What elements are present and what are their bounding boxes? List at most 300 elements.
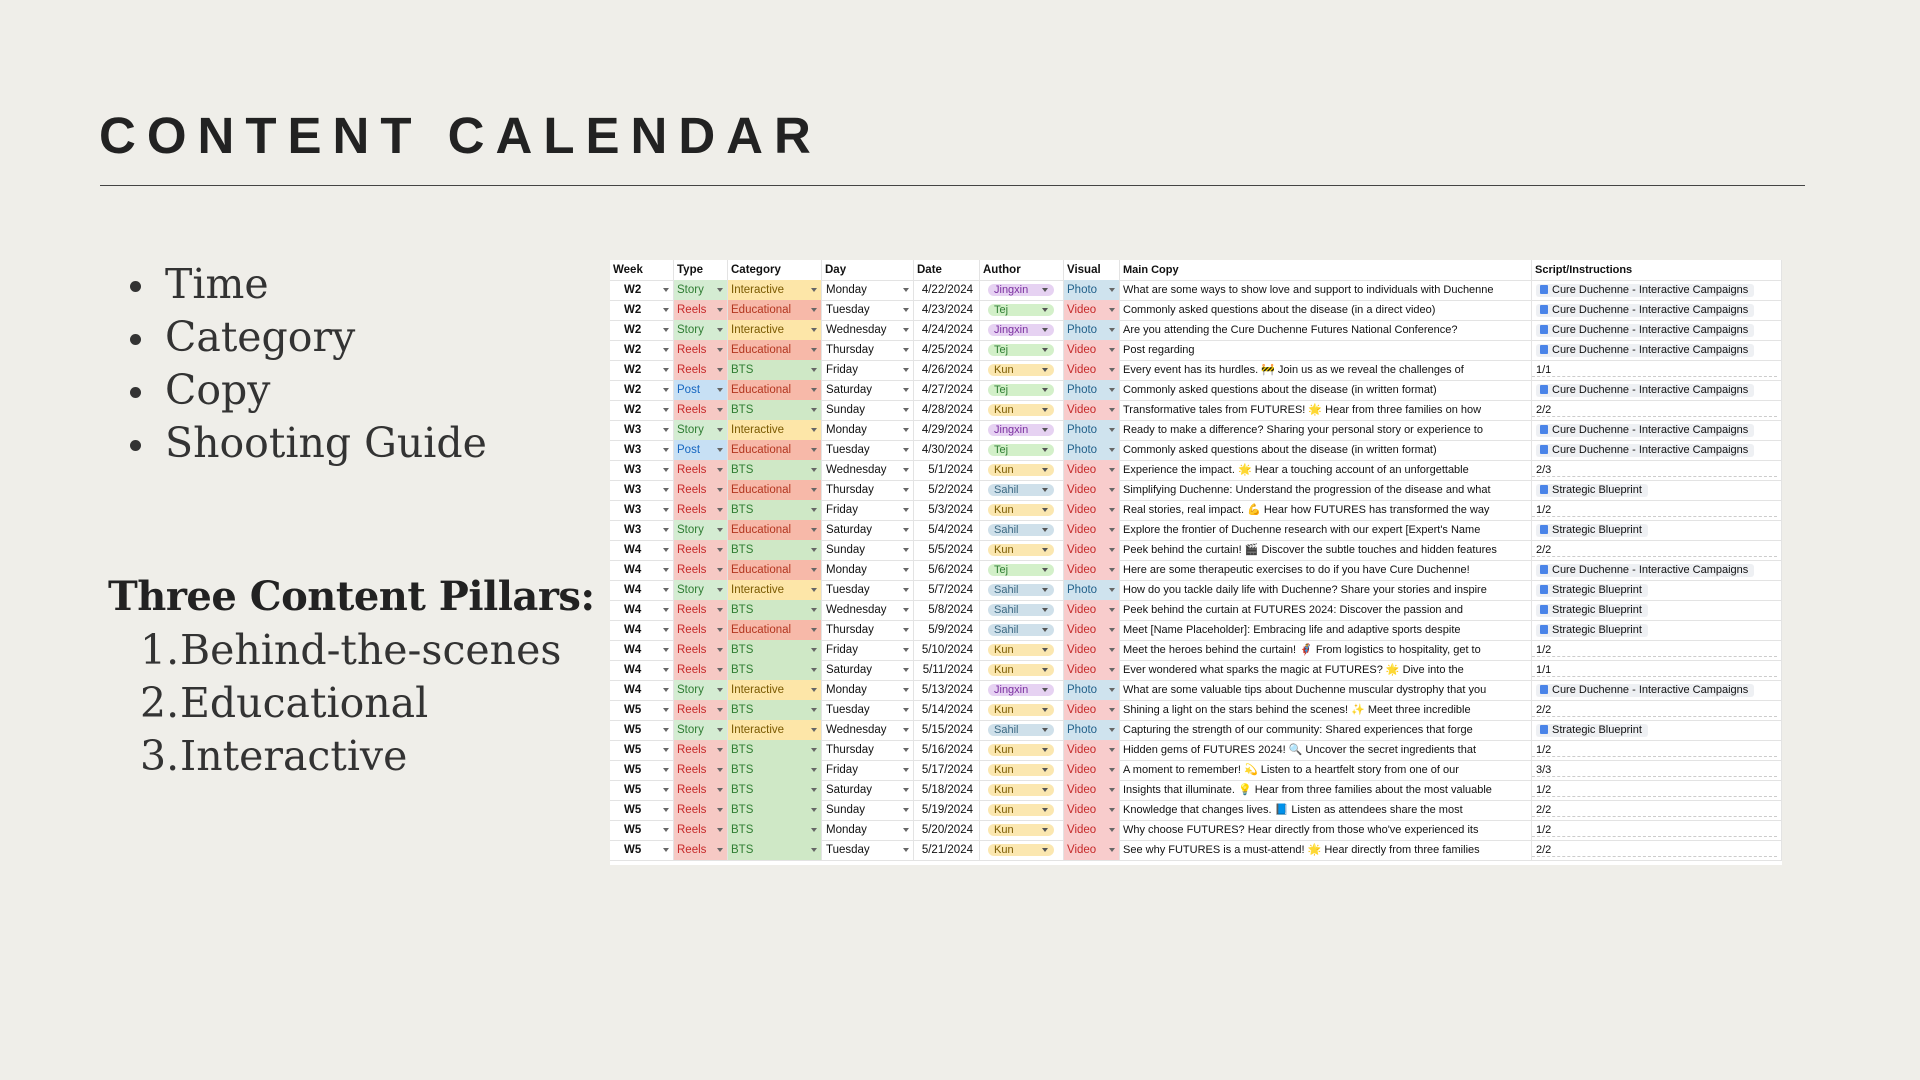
- main-copy-cell[interactable]: Ever wondered what sparks the magic at FUTURES? 🌟 Dive into the: [1120, 660, 1532, 680]
- dropdown-caret-icon[interactable]: [663, 588, 669, 592]
- dropdown-caret-icon[interactable]: [663, 408, 669, 412]
- visual-cell[interactable]: [1064, 340, 1120, 360]
- dropdown-caret-icon[interactable]: [903, 568, 909, 572]
- type-cell[interactable]: [674, 540, 728, 560]
- date-cell[interactable]: 4/23/2024: [914, 300, 980, 320]
- type-cell[interactable]: [674, 720, 728, 740]
- week-cell[interactable]: [610, 280, 674, 300]
- main-copy-cell[interactable]: Here are some therapeutic exercises to do if you have Cure Duchenne!: [1120, 560, 1532, 580]
- type-cell[interactable]: [674, 380, 728, 400]
- main-copy-cell[interactable]: See why FUTURES is a must-attend! 🌟 Hear directly from three families: [1120, 840, 1532, 860]
- script-cell[interactable]: [1532, 560, 1782, 580]
- visual-cell[interactable]: [1064, 700, 1120, 720]
- script-cell[interactable]: [1532, 600, 1782, 620]
- week-cell[interactable]: [610, 660, 674, 680]
- visual-cell[interactable]: [1064, 840, 1120, 860]
- dropdown-caret-icon[interactable]: [903, 388, 909, 392]
- header-author[interactable]: Author: [980, 260, 1064, 280]
- dropdown-caret-icon[interactable]: [811, 348, 817, 352]
- category-cell[interactable]: [728, 800, 822, 820]
- visual-cell[interactable]: [1064, 780, 1120, 800]
- dropdown-caret-icon[interactable]: [1042, 568, 1048, 572]
- visual-cell[interactable]: [1064, 580, 1120, 600]
- category-cell[interactable]: [728, 640, 822, 660]
- dropdown-caret-icon[interactable]: [717, 648, 723, 652]
- dropdown-caret-icon[interactable]: [717, 388, 723, 392]
- date-cell[interactable]: 5/6/2024: [914, 560, 980, 580]
- dropdown-caret-icon[interactable]: [1042, 328, 1048, 332]
- dropdown-caret-icon[interactable]: [663, 748, 669, 752]
- linked-doc-chip[interactable]: [1536, 344, 1754, 357]
- dropdown-caret-icon[interactable]: [663, 768, 669, 772]
- dropdown-caret-icon[interactable]: [811, 548, 817, 552]
- date-cell[interactable]: 5/14/2024: [914, 700, 980, 720]
- main-copy-cell[interactable]: Hidden gems of FUTURES 2024! 🔍 Uncover the secret ingredients that: [1120, 740, 1532, 760]
- author-cell[interactable]: [980, 460, 1064, 480]
- author-chip[interactable]: [988, 804, 1054, 816]
- dropdown-caret-icon[interactable]: [1109, 528, 1115, 532]
- dropdown-caret-icon[interactable]: [1109, 328, 1115, 332]
- dropdown-caret-icon[interactable]: [1042, 508, 1048, 512]
- date-cell[interactable]: 5/9/2024: [914, 620, 980, 640]
- script-cell[interactable]: [1532, 320, 1782, 340]
- author-chip[interactable]: [988, 564, 1054, 576]
- dropdown-caret-icon[interactable]: [663, 728, 669, 732]
- dropdown-caret-icon[interactable]: [903, 428, 909, 432]
- main-copy-cell[interactable]: Meet [Name Placeholder]: Embracing life and adaptive sports despite: [1120, 620, 1532, 640]
- author-chip[interactable]: [988, 444, 1054, 456]
- day-cell[interactable]: [822, 280, 914, 300]
- author-chip[interactable]: [988, 424, 1054, 436]
- main-copy-cell[interactable]: What are some ways to show love and support to individuals with Duchenne: [1120, 280, 1532, 300]
- author-cell[interactable]: [980, 620, 1064, 640]
- dropdown-caret-icon[interactable]: [903, 608, 909, 612]
- script-cell[interactable]: [1532, 580, 1782, 600]
- visual-cell[interactable]: [1064, 540, 1120, 560]
- dropdown-caret-icon[interactable]: [903, 708, 909, 712]
- author-cell[interactable]: [980, 720, 1064, 740]
- category-cell[interactable]: [728, 300, 822, 320]
- dropdown-caret-icon[interactable]: [811, 408, 817, 412]
- type-cell[interactable]: [674, 700, 728, 720]
- dropdown-caret-icon[interactable]: [1042, 548, 1048, 552]
- dropdown-caret-icon[interactable]: [1109, 848, 1115, 852]
- dropdown-caret-icon[interactable]: [811, 328, 817, 332]
- dropdown-caret-icon[interactable]: [1042, 348, 1048, 352]
- author-chip[interactable]: [988, 824, 1054, 836]
- visual-cell[interactable]: [1064, 420, 1120, 440]
- dropdown-caret-icon[interactable]: [663, 428, 669, 432]
- week-cell[interactable]: [610, 540, 674, 560]
- dropdown-caret-icon[interactable]: [717, 808, 723, 812]
- visual-cell[interactable]: [1064, 820, 1120, 840]
- header-day[interactable]: Day: [822, 260, 914, 280]
- date-cell[interactable]: 5/2/2024: [914, 480, 980, 500]
- script-cell[interactable]: [1532, 700, 1782, 720]
- date-cell[interactable]: 5/19/2024: [914, 800, 980, 820]
- category-cell[interactable]: [728, 340, 822, 360]
- author-chip[interactable]: [988, 844, 1054, 856]
- category-cell[interactable]: [728, 820, 822, 840]
- dropdown-caret-icon[interactable]: [811, 388, 817, 392]
- date-cell[interactable]: 5/21/2024: [914, 840, 980, 860]
- dropdown-caret-icon[interactable]: [663, 328, 669, 332]
- dropdown-caret-icon[interactable]: [1109, 408, 1115, 412]
- week-cell[interactable]: [610, 700, 674, 720]
- dropdown-caret-icon[interactable]: [717, 708, 723, 712]
- script-cell[interactable]: [1532, 520, 1782, 540]
- day-cell[interactable]: [822, 680, 914, 700]
- dropdown-caret-icon[interactable]: [663, 808, 669, 812]
- script-cell[interactable]: [1532, 840, 1782, 860]
- dropdown-caret-icon[interactable]: [663, 528, 669, 532]
- dropdown-caret-icon[interactable]: [811, 288, 817, 292]
- dropdown-caret-icon[interactable]: [903, 688, 909, 692]
- visual-cell[interactable]: [1064, 620, 1120, 640]
- dropdown-caret-icon[interactable]: [811, 488, 817, 492]
- date-cell[interactable]: 5/11/2024: [914, 660, 980, 680]
- author-chip[interactable]: [988, 364, 1054, 376]
- author-cell[interactable]: [980, 580, 1064, 600]
- dropdown-caret-icon[interactable]: [903, 628, 909, 632]
- main-copy-cell[interactable]: Simplifying Duchenne: Understand the progression of the disease and what: [1120, 480, 1532, 500]
- dropdown-caret-icon[interactable]: [663, 488, 669, 492]
- dropdown-caret-icon[interactable]: [811, 448, 817, 452]
- type-cell[interactable]: [674, 600, 728, 620]
- week-cell[interactable]: [610, 800, 674, 820]
- dropdown-caret-icon[interactable]: [663, 288, 669, 292]
- author-chip[interactable]: [988, 784, 1054, 796]
- dropdown-caret-icon[interactable]: [903, 348, 909, 352]
- type-cell[interactable]: [674, 280, 728, 300]
- dropdown-caret-icon[interactable]: [1042, 648, 1048, 652]
- dropdown-caret-icon[interactable]: [1109, 648, 1115, 652]
- category-cell[interactable]: [728, 680, 822, 700]
- dropdown-caret-icon[interactable]: [717, 508, 723, 512]
- week-cell[interactable]: [610, 500, 674, 520]
- dropdown-caret-icon[interactable]: [717, 548, 723, 552]
- author-chip[interactable]: [988, 624, 1054, 636]
- script-cell[interactable]: [1532, 660, 1782, 680]
- author-chip[interactable]: [988, 344, 1054, 356]
- date-cell[interactable]: 5/13/2024: [914, 680, 980, 700]
- dropdown-caret-icon[interactable]: [1042, 368, 1048, 372]
- date-cell[interactable]: 4/30/2024: [914, 440, 980, 460]
- dropdown-caret-icon[interactable]: [1042, 808, 1048, 812]
- main-copy-cell[interactable]: Insights that illuminate. 💡 Hear from three families about the most valuable: [1120, 780, 1532, 800]
- week-cell[interactable]: [610, 300, 674, 320]
- dropdown-caret-icon[interactable]: [663, 548, 669, 552]
- linked-doc-chip[interactable]: [1536, 624, 1648, 637]
- dropdown-caret-icon[interactable]: [1042, 848, 1048, 852]
- date-cell[interactable]: 4/27/2024: [914, 380, 980, 400]
- header-main-copy[interactable]: Main Copy: [1120, 260, 1532, 280]
- dropdown-caret-icon[interactable]: [1042, 448, 1048, 452]
- dropdown-caret-icon[interactable]: [903, 508, 909, 512]
- visual-cell[interactable]: [1064, 600, 1120, 620]
- dropdown-caret-icon[interactable]: [1042, 608, 1048, 612]
- week-cell[interactable]: [610, 520, 674, 540]
- main-copy-cell[interactable]: Ready to make a difference? Sharing your personal story or experience to: [1120, 420, 1532, 440]
- week-cell[interactable]: [610, 640, 674, 660]
- type-cell[interactable]: [674, 560, 728, 580]
- script-cell[interactable]: [1532, 760, 1782, 780]
- header-visual[interactable]: Visual: [1064, 260, 1120, 280]
- dropdown-caret-icon[interactable]: [1109, 668, 1115, 672]
- dropdown-caret-icon[interactable]: [1109, 788, 1115, 792]
- date-cell[interactable]: 5/20/2024: [914, 820, 980, 840]
- week-cell[interactable]: [610, 420, 674, 440]
- week-cell[interactable]: [610, 840, 674, 860]
- type-cell[interactable]: [674, 780, 728, 800]
- date-cell[interactable]: 5/18/2024: [914, 780, 980, 800]
- dropdown-caret-icon[interactable]: [663, 668, 669, 672]
- main-copy-cell[interactable]: Commonly asked questions about the disease (in written format): [1120, 380, 1532, 400]
- dropdown-caret-icon[interactable]: [903, 648, 909, 652]
- script-cell[interactable]: [1532, 460, 1782, 480]
- category-cell[interactable]: [728, 280, 822, 300]
- author-chip[interactable]: [988, 504, 1054, 516]
- type-cell[interactable]: [674, 420, 728, 440]
- category-cell[interactable]: [728, 440, 822, 460]
- dropdown-caret-icon[interactable]: [811, 308, 817, 312]
- day-cell[interactable]: [822, 420, 914, 440]
- script-cell[interactable]: [1532, 380, 1782, 400]
- dropdown-caret-icon[interactable]: [717, 728, 723, 732]
- main-copy-cell[interactable]: Knowledge that changes lives. 📘 Listen as attendees share the most: [1120, 800, 1532, 820]
- day-cell[interactable]: [822, 640, 914, 660]
- dropdown-caret-icon[interactable]: [1042, 708, 1048, 712]
- dropdown-caret-icon[interactable]: [903, 448, 909, 452]
- dropdown-caret-icon[interactable]: [1109, 308, 1115, 312]
- category-cell[interactable]: [728, 740, 822, 760]
- visual-cell[interactable]: [1064, 320, 1120, 340]
- category-cell[interactable]: [728, 400, 822, 420]
- author-cell[interactable]: [980, 760, 1064, 780]
- dropdown-caret-icon[interactable]: [663, 368, 669, 372]
- dropdown-caret-icon[interactable]: [663, 448, 669, 452]
- linked-doc-chip[interactable]: [1536, 724, 1648, 737]
- dropdown-caret-icon[interactable]: [1042, 628, 1048, 632]
- linked-doc-chip[interactable]: [1536, 324, 1754, 337]
- visual-cell[interactable]: [1064, 360, 1120, 380]
- dropdown-caret-icon[interactable]: [903, 468, 909, 472]
- dropdown-caret-icon[interactable]: [811, 688, 817, 692]
- author-chip[interactable]: [988, 604, 1054, 616]
- type-cell[interactable]: [674, 800, 728, 820]
- author-cell[interactable]: [980, 740, 1064, 760]
- dropdown-caret-icon[interactable]: [717, 768, 723, 772]
- category-cell[interactable]: [728, 460, 822, 480]
- week-cell[interactable]: [610, 680, 674, 700]
- main-copy-cell[interactable]: Peek behind the curtain! 🎬 Discover the subtle touches and hidden features: [1120, 540, 1532, 560]
- author-chip[interactable]: [988, 284, 1054, 296]
- category-cell[interactable]: [728, 500, 822, 520]
- dropdown-caret-icon[interactable]: [717, 608, 723, 612]
- day-cell[interactable]: [822, 560, 914, 580]
- dropdown-caret-icon[interactable]: [717, 448, 723, 452]
- author-cell[interactable]: [980, 600, 1064, 620]
- dropdown-caret-icon[interactable]: [903, 848, 909, 852]
- author-chip[interactable]: [988, 524, 1054, 536]
- week-cell[interactable]: [610, 620, 674, 640]
- dropdown-caret-icon[interactable]: [717, 628, 723, 632]
- dropdown-caret-icon[interactable]: [1042, 748, 1048, 752]
- visual-cell[interactable]: [1064, 280, 1120, 300]
- type-cell[interactable]: [674, 340, 728, 360]
- type-cell[interactable]: [674, 620, 728, 640]
- dropdown-caret-icon[interactable]: [811, 648, 817, 652]
- day-cell[interactable]: [822, 620, 914, 640]
- day-cell[interactable]: [822, 720, 914, 740]
- header-type[interactable]: Type: [674, 260, 728, 280]
- dropdown-caret-icon[interactable]: [811, 848, 817, 852]
- type-cell[interactable]: [674, 680, 728, 700]
- main-copy-cell[interactable]: Commonly asked questions about the disease (in written format): [1120, 440, 1532, 460]
- dropdown-caret-icon[interactable]: [663, 708, 669, 712]
- visual-cell[interactable]: [1064, 720, 1120, 740]
- author-cell[interactable]: [980, 340, 1064, 360]
- visual-cell[interactable]: [1064, 800, 1120, 820]
- dropdown-caret-icon[interactable]: [903, 828, 909, 832]
- main-copy-cell[interactable]: Peek behind the curtain at FUTURES 2024: Discover the passion and: [1120, 600, 1532, 620]
- dropdown-caret-icon[interactable]: [1042, 468, 1048, 472]
- dropdown-caret-icon[interactable]: [811, 568, 817, 572]
- day-cell[interactable]: [822, 540, 914, 560]
- script-cell[interactable]: [1532, 480, 1782, 500]
- dropdown-caret-icon[interactable]: [1042, 828, 1048, 832]
- dropdown-caret-icon[interactable]: [903, 528, 909, 532]
- dropdown-caret-icon[interactable]: [903, 328, 909, 332]
- dropdown-caret-icon[interactable]: [903, 548, 909, 552]
- author-chip[interactable]: [988, 304, 1054, 316]
- linked-doc-chip[interactable]: [1536, 564, 1754, 577]
- date-cell[interactable]: 4/28/2024: [914, 400, 980, 420]
- linked-doc-chip[interactable]: [1536, 384, 1754, 397]
- header-week[interactable]: Week: [610, 260, 674, 280]
- main-copy-cell[interactable]: Every event has its hurdles. 🚧 Join us as we reveal the challenges of: [1120, 360, 1532, 380]
- category-cell[interactable]: [728, 600, 822, 620]
- day-cell[interactable]: [822, 700, 914, 720]
- script-cell[interactable]: [1532, 500, 1782, 520]
- linked-doc-chip[interactable]: [1536, 304, 1754, 317]
- linked-doc-chip[interactable]: [1536, 584, 1648, 597]
- author-cell[interactable]: [980, 300, 1064, 320]
- day-cell[interactable]: [822, 480, 914, 500]
- author-cell[interactable]: [980, 400, 1064, 420]
- week-cell[interactable]: [610, 600, 674, 620]
- dropdown-caret-icon[interactable]: [903, 368, 909, 372]
- day-cell[interactable]: [822, 780, 914, 800]
- header-script-instructions[interactable]: Script/Instructions: [1532, 260, 1782, 280]
- linked-doc-chip[interactable]: [1536, 684, 1754, 697]
- dropdown-caret-icon[interactable]: [1042, 788, 1048, 792]
- script-cell[interactable]: [1532, 340, 1782, 360]
- type-cell[interactable]: [674, 460, 728, 480]
- type-cell[interactable]: [674, 480, 728, 500]
- dropdown-caret-icon[interactable]: [717, 288, 723, 292]
- dropdown-caret-icon[interactable]: [663, 688, 669, 692]
- day-cell[interactable]: [822, 320, 914, 340]
- category-cell[interactable]: [728, 780, 822, 800]
- dropdown-caret-icon[interactable]: [1042, 668, 1048, 672]
- week-cell[interactable]: [610, 460, 674, 480]
- category-cell[interactable]: [728, 660, 822, 680]
- author-chip[interactable]: [988, 764, 1054, 776]
- dropdown-caret-icon[interactable]: [811, 368, 817, 372]
- dropdown-caret-icon[interactable]: [717, 828, 723, 832]
- dropdown-caret-icon[interactable]: [903, 408, 909, 412]
- dropdown-caret-icon[interactable]: [1109, 688, 1115, 692]
- script-cell[interactable]: [1532, 820, 1782, 840]
- linked-doc-chip[interactable]: [1536, 444, 1754, 457]
- dropdown-caret-icon[interactable]: [1042, 728, 1048, 732]
- script-cell[interactable]: [1532, 280, 1782, 300]
- dropdown-caret-icon[interactable]: [903, 668, 909, 672]
- dropdown-caret-icon[interactable]: [717, 368, 723, 372]
- day-cell[interactable]: [822, 460, 914, 480]
- category-cell[interactable]: [728, 320, 822, 340]
- author-cell[interactable]: [980, 360, 1064, 380]
- week-cell[interactable]: [610, 780, 674, 800]
- linked-doc-chip[interactable]: [1536, 424, 1754, 437]
- main-copy-cell[interactable]: What are some valuable tips about Duchenne muscular dystrophy that you: [1120, 680, 1532, 700]
- category-cell[interactable]: [728, 560, 822, 580]
- date-cell[interactable]: 4/25/2024: [914, 340, 980, 360]
- dropdown-caret-icon[interactable]: [1109, 728, 1115, 732]
- dropdown-caret-icon[interactable]: [903, 488, 909, 492]
- visual-cell[interactable]: [1064, 560, 1120, 580]
- script-cell[interactable]: [1532, 740, 1782, 760]
- author-cell[interactable]: [980, 280, 1064, 300]
- week-cell[interactable]: [610, 400, 674, 420]
- category-cell[interactable]: [728, 420, 822, 440]
- date-cell[interactable]: 4/22/2024: [914, 280, 980, 300]
- dropdown-caret-icon[interactable]: [811, 428, 817, 432]
- author-cell[interactable]: [980, 480, 1064, 500]
- category-cell[interactable]: [728, 720, 822, 740]
- dropdown-caret-icon[interactable]: [811, 628, 817, 632]
- dropdown-caret-icon[interactable]: [717, 848, 723, 852]
- dropdown-caret-icon[interactable]: [663, 648, 669, 652]
- author-chip[interactable]: [988, 684, 1054, 696]
- category-cell[interactable]: [728, 620, 822, 640]
- dropdown-caret-icon[interactable]: [811, 588, 817, 592]
- script-cell[interactable]: [1532, 360, 1782, 380]
- day-cell[interactable]: [822, 300, 914, 320]
- dropdown-caret-icon[interactable]: [717, 348, 723, 352]
- dropdown-caret-icon[interactable]: [1109, 568, 1115, 572]
- script-cell[interactable]: [1532, 300, 1782, 320]
- week-cell[interactable]: [610, 320, 674, 340]
- week-cell[interactable]: [610, 580, 674, 600]
- visual-cell[interactable]: [1064, 680, 1120, 700]
- dropdown-caret-icon[interactable]: [717, 308, 723, 312]
- author-cell[interactable]: [980, 660, 1064, 680]
- dropdown-caret-icon[interactable]: [663, 848, 669, 852]
- date-cell[interactable]: 5/1/2024: [914, 460, 980, 480]
- dropdown-caret-icon[interactable]: [717, 428, 723, 432]
- week-cell[interactable]: [610, 820, 674, 840]
- dropdown-caret-icon[interactable]: [1109, 588, 1115, 592]
- visual-cell[interactable]: [1064, 400, 1120, 420]
- dropdown-caret-icon[interactable]: [1109, 368, 1115, 372]
- week-cell[interactable]: [610, 760, 674, 780]
- script-cell[interactable]: [1532, 640, 1782, 660]
- type-cell[interactable]: [674, 740, 728, 760]
- date-cell[interactable]: 5/16/2024: [914, 740, 980, 760]
- author-chip[interactable]: [988, 664, 1054, 676]
